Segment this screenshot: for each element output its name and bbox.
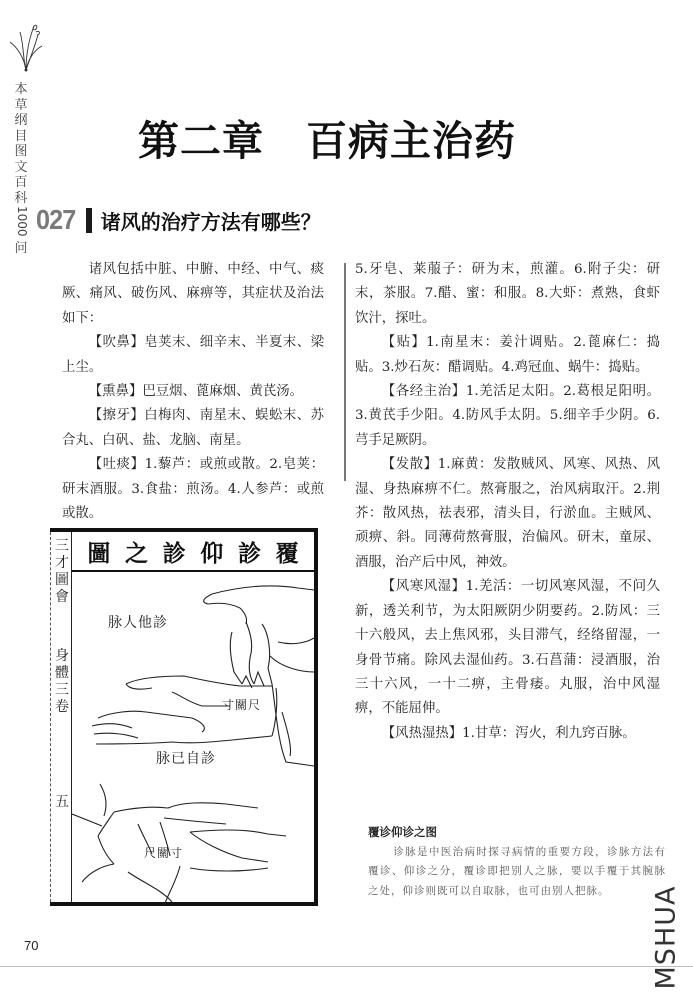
chapter-title: 第二章 百病主治药: [138, 117, 516, 165]
paragraph-text: 巴豆烟、蓖麻烟、黄芪汤。: [142, 384, 304, 400]
figure-title-char: 診: [237, 539, 261, 567]
question-number: 027: [36, 204, 76, 235]
paragraph-tag: 【发散】: [381, 457, 438, 473]
paragraph-tag: 【贴】: [381, 335, 427, 351]
paragraph-text: 白梅肉、南星末、蜈蚣末、苏合丸、白矾、盐、龙脑、南星。: [62, 408, 324, 448]
paragraph-text: 1.藜芦：或煎或散。2.皂荚：研末酒服。3.食盐：煎汤。4.人参芦：或煎或散。: [62, 457, 324, 522]
paragraph-fengre: [355, 722, 660, 746]
figure-title-char: 仰: [200, 539, 224, 567]
book-series-title-chars: 本草纲目图文百科: [14, 82, 28, 206]
figure-label-diagnose-self: 脉已自診: [156, 751, 216, 767]
paragraph-tag: 【风热湿热】: [381, 725, 463, 741]
paragraph-text: 1.羌活：一切风寒风湿，不问久新，透关利节，为太阳厥阴少阴要药。2.防风：三十六般风，去上焦风邪，头目滞气，经络留湿，一身骨节痛。除风去湿仙药。3.石菖蒲：浸酒服，治三十六风，一十二痹，主骨痿。丸服，治中风湿痹，不能屈伸。: [355, 579, 661, 717]
paragraph-fenghan: [355, 575, 660, 721]
figure-title-char: 覆: [275, 539, 299, 567]
paragraph-tag: 【各经主治】: [381, 384, 466, 400]
paragraph-text: 1.麻黄：发散贼风、风寒、风热、风湿、身热麻痹不仁。熬膏服之，治风病取汗。2.荆芥：散风热，祛表邪，清头目，行淤血。主贼风、顽痹、斜。同薄荷熬膏服，治偏风。研末，童尿、酒服，治产后中风，神效。: [355, 457, 661, 570]
pulse-diagnosis-illustration: [50, 528, 318, 906]
book-series-title: [13, 82, 29, 257]
paragraph-tag: 【吐痰】: [88, 457, 145, 473]
paragraph-text: 诸风包括中脏、中腑、中经、中气、痰厥、痛风、破伤风、麻痹等，其症状及治法如下：: [62, 262, 324, 326]
figure-title-char: 之: [124, 539, 148, 567]
figure-label-pulse-points-top: 寸關尺: [222, 698, 262, 712]
watermark-text: MSHUA: [650, 885, 682, 989]
paragraph-intro: [62, 258, 324, 331]
figure-label-pulse-points-bottom: 尺關寸: [144, 846, 184, 860]
figure-title-char: 診: [162, 539, 186, 567]
paragraph-fasan: [355, 453, 660, 575]
body-left-column: [62, 258, 324, 526]
paragraph-text: 5.牙皂、莱菔子：研为末，煎灌。6.附子尖：研末，茶服。7.醋、蜜：和服。8.大虾：煮熟，食虾饮汁，探吐。: [355, 262, 660, 326]
paragraph-tag: 【擦牙】: [88, 408, 145, 424]
column-divider: [344, 263, 346, 481]
book-series-title-number: 1000: [14, 206, 29, 237]
paragraph-gejing: [355, 380, 660, 453]
paragraph-text: 1.南星末：姜汁调贴。2.蓖麻仁：捣贴。3.炒石灰：醋调贴。4.鸡冠血、蜗牛：捣贴。: [355, 335, 660, 375]
figure-caption: [368, 824, 666, 901]
question-bar-divider: [86, 208, 92, 233]
paragraph-tutan-continued: [355, 258, 660, 331]
figure-side-stripe: [50, 532, 72, 902]
footer-rule: [0, 966, 693, 967]
question-header: [36, 203, 321, 237]
question-title: 诸风的治疗方法有哪些？: [100, 209, 321, 234]
figure-stripe-source: 三才圖會: [55, 538, 69, 605]
paragraph-tie: [355, 331, 660, 380]
caption-body: 诊脉是中医治病时探寻病情的重要方段，诊脉方法有覆诊、仰诊之分，覆诊即把别人之脉，要以手覆于其腕脉之处，仰诊则既可以自取脉，也可由别人把脉。: [368, 846, 666, 897]
paragraph-text: 皂荚末、细辛末、半夏末、梁上尘。: [62, 335, 324, 375]
paragraph-text: 1.甘草：泻火，利九窍百脉。: [462, 725, 636, 741]
paragraph-tutan: [62, 453, 324, 526]
paragraph-tag: 【熏鼻】: [88, 384, 143, 400]
caption-title: 覆诊仰诊之图: [368, 825, 437, 839]
orchid-plant-icon: [8, 20, 44, 72]
figure-stripe-page: 五: [55, 794, 69, 810]
paragraph-tag: 【吹鼻】: [88, 335, 145, 351]
page-number: 70: [24, 938, 39, 953]
book-series-title-suffix: 问: [14, 241, 28, 257]
paragraph-chuibi: [62, 331, 324, 380]
figure-label-diagnose-others: 脉人他診: [108, 615, 168, 631]
figure-title-char: 圖: [87, 539, 111, 567]
body-right-column: [355, 258, 660, 746]
paragraph-tag: 【风寒风湿】: [381, 579, 466, 595]
paragraph-xunbi: [62, 380, 324, 404]
watermark: [646, 876, 686, 998]
paragraph-text: 1.羌活足太阳。2.葛根足阳明。3.黄芪手少阳。4.防风手太阴。5.细辛手少阴。6.芎手足厥阴。: [355, 384, 660, 448]
hands-line-drawing: [72, 572, 314, 902]
figure-title-bar: [72, 532, 314, 572]
figure-stripe-volume: 身體三卷: [55, 648, 69, 715]
paragraph-caya: [62, 404, 324, 453]
